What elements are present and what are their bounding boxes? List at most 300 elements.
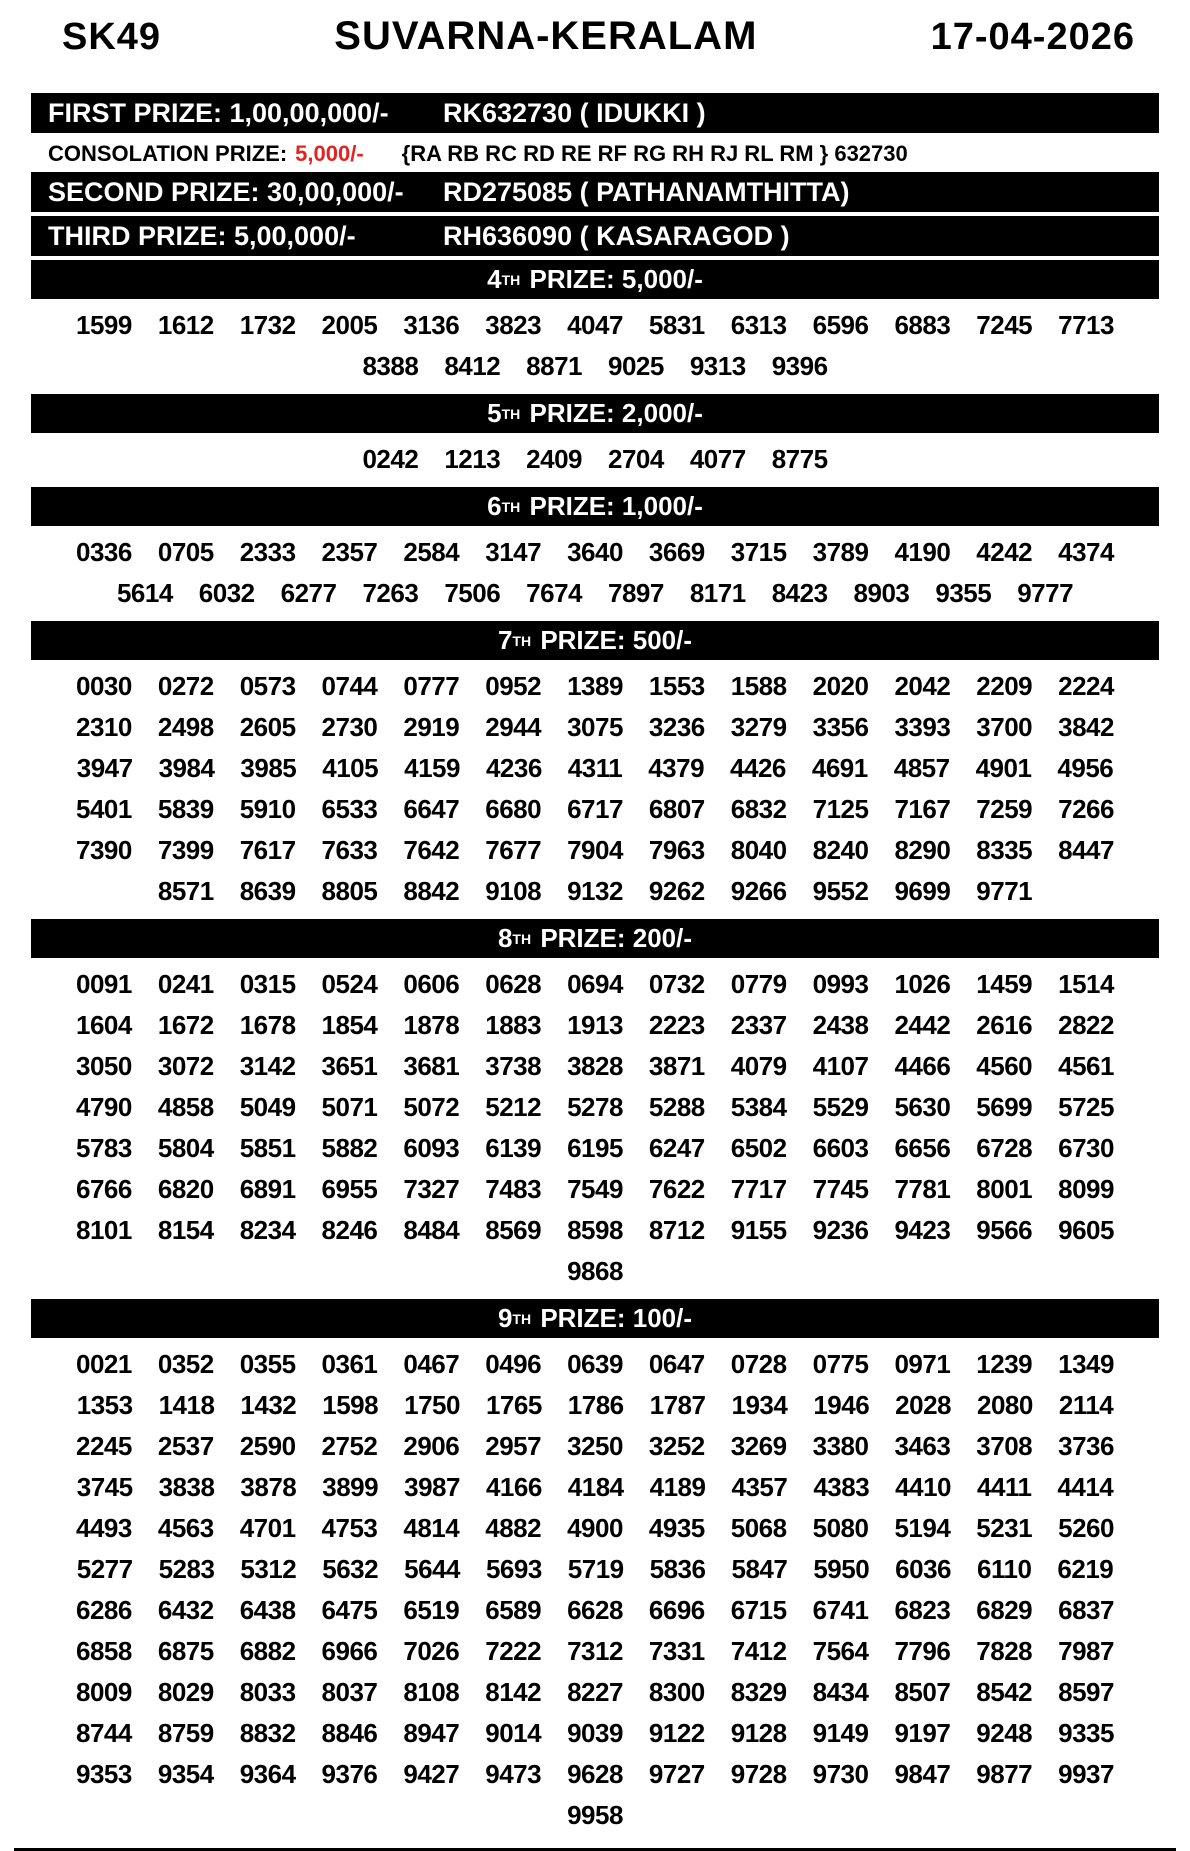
prize-number: 5231	[976, 1513, 1033, 1543]
prize-number: 2224	[1058, 671, 1114, 701]
prize-number: 5071	[321, 1092, 378, 1122]
prize-number: 2605	[239, 712, 296, 742]
prize-number: 2616	[976, 1010, 1033, 1040]
tier-prize-amount: PRIZE: 500/-	[533, 625, 693, 655]
draw-code: SK49	[62, 16, 162, 58]
prize-number: 5614	[116, 578, 173, 608]
prize-number: 1588	[730, 671, 787, 701]
tier-prize-amount: PRIZE: 100/-	[533, 1303, 693, 1333]
prize-number: 8569	[485, 1215, 542, 1245]
prize-number: 1432	[240, 1390, 297, 1420]
tier-prize-amount: PRIZE: 1,000/-	[522, 491, 703, 521]
prize-number: 5401	[76, 794, 132, 824]
prize-number: 1878	[403, 1010, 460, 1040]
prize-number: 1787	[649, 1390, 706, 1420]
prize-number: 8871	[526, 351, 582, 381]
prize-number: 9730	[812, 1759, 869, 1789]
winning-numbers-row	[0, 871, 1190, 912]
prize-number: 8447	[1058, 835, 1114, 865]
prize-number: 4079	[730, 1051, 787, 1081]
prize-number: 2337	[730, 1010, 787, 1040]
prize-number: 0779	[730, 969, 787, 999]
prize-number: 9353	[76, 1759, 132, 1789]
prize-number: 7897	[608, 578, 664, 608]
prize-number: 8434	[812, 1677, 869, 1707]
prize-number: 6656	[894, 1133, 951, 1163]
prize-number: 6741	[812, 1595, 869, 1625]
prize-number: 5630	[894, 1092, 951, 1122]
prize-number: 9605	[1058, 1215, 1114, 1245]
prize-number: 7781	[894, 1174, 951, 1204]
prize-tier-5th	[0, 394, 1190, 484]
prize-number: 6195	[567, 1133, 623, 1163]
prize-number: 5693	[485, 1554, 542, 1584]
winning-numbers-row	[0, 439, 1190, 480]
prize-number: 2245	[76, 1431, 132, 1461]
prize-number: 2957	[485, 1431, 542, 1461]
prize-number: 4047	[567, 310, 623, 340]
prize-number: 1239	[976, 1349, 1033, 1379]
prize-number: 7617	[239, 835, 296, 865]
prize-number: 7717	[730, 1174, 787, 1204]
prize-number: 9014	[485, 1718, 542, 1748]
consolation-label: CONSOLATION PRIZE:	[48, 140, 288, 166]
third-prize-label: THIRD PRIZE: 5,00,000/-	[48, 220, 356, 251]
winning-numbers-row	[0, 666, 1190, 707]
prize-number: 6110	[977, 1554, 1032, 1584]
prize-number: 1883	[485, 1010, 542, 1040]
prize-number: 5882	[321, 1133, 378, 1163]
prize-number: 1934	[731, 1390, 788, 1420]
prize-number: 9236	[812, 1215, 869, 1245]
prize-number: 6728	[976, 1133, 1033, 1163]
prize-number: 8335	[976, 835, 1033, 865]
prize-number: 0091	[76, 969, 132, 999]
prize-number: 7963	[648, 835, 705, 865]
prize-number: 4858	[157, 1092, 214, 1122]
winning-numbers-row	[0, 1672, 1190, 1713]
prize-number: 7677	[485, 835, 542, 865]
winning-numbers-row	[0, 573, 1190, 614]
prize-number: 3985	[240, 753, 297, 783]
prize-number: 0647	[648, 1349, 705, 1379]
prize-number: 3899	[322, 1472, 379, 1502]
prize-number: 9847	[894, 1759, 951, 1789]
prize-number: 4414	[1057, 1472, 1114, 1502]
prize-number: 9937	[1058, 1759, 1114, 1789]
prize-number: 7642	[403, 835, 460, 865]
prize-number: 9149	[812, 1718, 869, 1748]
prize-number: 8033	[239, 1677, 296, 1707]
winning-numbers-row	[0, 1549, 1190, 1590]
prize-number: 1418	[158, 1390, 215, 1420]
winning-numbers-row	[0, 346, 1190, 387]
winning-numbers-row	[0, 1344, 1190, 1385]
prize-number: 0993	[812, 969, 869, 999]
prize-number: 7622	[648, 1174, 705, 1204]
prize-number: 1599	[76, 310, 132, 340]
prize-number: 6286	[76, 1595, 132, 1625]
prize-number: 9771	[976, 876, 1033, 906]
prize-number: 3136	[403, 310, 460, 340]
prize-number: 0971	[894, 1349, 951, 1379]
prize-number: 6519	[403, 1595, 460, 1625]
prize-number: 7987	[1058, 1636, 1114, 1666]
prize-number: 0021	[76, 1349, 132, 1379]
winning-numbers-row	[0, 1467, 1190, 1508]
tier-numbers	[0, 663, 1190, 916]
prize-number: 8947	[403, 1718, 460, 1748]
prize-number: 6139	[485, 1133, 542, 1163]
prize-number: 8423	[771, 578, 828, 608]
prize-number: 4374	[1058, 537, 1114, 567]
prize-number: 7904	[567, 835, 623, 865]
prize-tier-4th	[0, 260, 1190, 391]
prize-number: 9958	[567, 1800, 623, 1830]
prize-number: 3050	[76, 1051, 132, 1081]
prize-number: 5910	[239, 794, 296, 824]
consolation-series: {RA RB RC RD RE RF RG RH RJ RL RM } 632730	[401, 140, 908, 166]
prize-number: 4411	[977, 1472, 1032, 1502]
prize-number: 7167	[894, 794, 951, 824]
prize-number: 8234	[239, 1215, 296, 1245]
winning-numbers-row	[0, 305, 1190, 346]
prize-number: 3947	[76, 753, 133, 783]
prize-number: 4857	[893, 753, 950, 783]
prize-number: 8329	[730, 1677, 787, 1707]
prize-number: 8246	[321, 1215, 378, 1245]
prize-number: 0467	[403, 1349, 460, 1379]
prize-number: 4560	[976, 1051, 1033, 1081]
prize-number: 9248	[976, 1718, 1033, 1748]
prize-number: 9108	[485, 876, 542, 906]
prize-number: 0352	[157, 1349, 214, 1379]
prize-number: 4166	[485, 1472, 542, 1502]
prize-number: 5950	[813, 1554, 870, 1584]
winning-numbers-row	[0, 1385, 1190, 1426]
prize-number: 2020	[812, 671, 869, 701]
prize-number: 8903	[853, 578, 910, 608]
prize-number: 1786	[567, 1390, 624, 1420]
first-prize-label: FIRST PRIZE: 1,00,00,000/-	[48, 97, 389, 128]
prize-number: 9552	[812, 876, 869, 906]
prize-number: 5719	[567, 1554, 624, 1584]
prize-number: 9039	[567, 1718, 623, 1748]
prize-number: 3393	[894, 712, 951, 742]
prize-tier-7th-header: 7 TH PRIZE: 500/-	[31, 621, 1159, 660]
prize-number: 0272	[157, 671, 214, 701]
prize-number: 4242	[976, 537, 1033, 567]
prize-number: 0744	[321, 671, 378, 701]
page-title: SUVARNA-KERALAM	[334, 14, 758, 58]
prize-number: 3984	[158, 753, 215, 783]
prize-number: 5312	[240, 1554, 297, 1584]
prize-number: 6680	[485, 794, 542, 824]
prize-number: 4901	[975, 753, 1032, 783]
winning-numbers-row	[0, 1251, 1190, 1292]
prize-number: 5632	[322, 1554, 379, 1584]
prize-number: 4105	[322, 753, 379, 783]
prize-number: 9423	[894, 1215, 951, 1245]
tier-numbers	[0, 302, 1190, 391]
prize-number: 2919	[403, 712, 460, 742]
prize-number: 0728	[730, 1349, 787, 1379]
prize-number: 6432	[157, 1595, 214, 1625]
prize-number: 4410	[895, 1472, 952, 1502]
prize-number: 5384	[730, 1092, 787, 1122]
prize-number: 2409	[526, 444, 582, 474]
tier-ordinal: 8	[497, 923, 513, 953]
prize-number: 6717	[567, 794, 623, 824]
prize-number: 6438	[239, 1595, 296, 1625]
prize-number: 3681	[403, 1051, 460, 1081]
prize-number: 6628	[567, 1595, 623, 1625]
prize-number: 1213	[444, 444, 501, 474]
prize-number: 8388	[362, 351, 419, 381]
prize-number: 3700	[976, 712, 1033, 742]
consolation-amount: 5,000/-	[295, 140, 364, 166]
prize-number: 0355	[239, 1349, 296, 1379]
prize-number: 2906	[403, 1431, 460, 1461]
tier-ordinal: 9	[497, 1303, 513, 1333]
prize-number: 4563	[157, 1513, 214, 1543]
prize-number: 6820	[157, 1174, 214, 1204]
prize-number: 6891	[239, 1174, 296, 1204]
prize-number: 8300	[648, 1677, 705, 1707]
prize-number: 6647	[403, 794, 460, 824]
prize-tier-4th-header: 4 TH PRIZE: 5,000/-	[31, 260, 1159, 299]
prize-number: 5278	[567, 1092, 623, 1122]
prize-number: 2333	[239, 537, 296, 567]
prize-number: 4107	[812, 1051, 869, 1081]
prize-number: 8598	[567, 1215, 623, 1245]
prize-number: 8484	[403, 1215, 460, 1245]
prize-number: 6807	[648, 794, 705, 824]
prize-number: 2537	[157, 1431, 214, 1461]
prize-number: 3142	[239, 1051, 296, 1081]
tier-numbers	[0, 961, 1190, 1296]
prize-number: 0030	[76, 671, 132, 701]
winning-numbers-row	[0, 1631, 1190, 1672]
prize-number: 3842	[1058, 712, 1114, 742]
prize-number: 8412	[444, 351, 501, 381]
prize-number: 9197	[894, 1718, 951, 1748]
prize-number: 8001	[976, 1174, 1033, 1204]
prize-number: 8744	[76, 1718, 132, 1748]
winning-numbers-row	[0, 748, 1190, 789]
tier-numbers	[0, 529, 1190, 618]
prize-number: 0606	[403, 969, 460, 999]
prize-number: 5699	[976, 1092, 1033, 1122]
prize-number: 7549	[567, 1174, 623, 1204]
prize-number: 2442	[894, 1010, 951, 1040]
prize-tier-8th-header: 8 TH PRIZE: 200/-	[31, 919, 1159, 958]
prize-number: 0524	[321, 969, 378, 999]
prize-number: 2357	[321, 537, 378, 567]
tiers-container	[0, 260, 1190, 1840]
winning-numbers-row	[0, 1169, 1190, 1210]
prize-number: 4956	[1057, 753, 1114, 783]
prize-number: 1612	[157, 310, 214, 340]
tier-prize-amount: PRIZE: 200/-	[533, 923, 693, 953]
prize-number: 4077	[689, 444, 746, 474]
prize-number: 0952	[485, 671, 542, 701]
prize-number: 6882	[239, 1636, 296, 1666]
prize-number: 5644	[404, 1554, 460, 1584]
prize-number: 8029	[157, 1677, 214, 1707]
prize-number: 4691	[811, 753, 868, 783]
prize-number: 9335	[1058, 1718, 1114, 1748]
winning-numbers-row	[0, 1046, 1190, 1087]
prize-number: 4190	[894, 537, 951, 567]
prize-number: 1604	[76, 1010, 132, 1040]
prize-number: 8227	[567, 1677, 623, 1707]
prize-number: 5068	[730, 1513, 787, 1543]
prize-number: 1732	[239, 310, 296, 340]
prize-number: 9566	[976, 1215, 1033, 1245]
prize-number: 8571	[157, 876, 214, 906]
prize-number: 0361	[321, 1349, 378, 1379]
prize-number: 3738	[485, 1051, 542, 1081]
tier-ordinal: 4	[487, 264, 502, 294]
consolation-prize-row	[31, 137, 1159, 170]
prize-number: 2209	[976, 671, 1033, 701]
second-prize-winner: RD275085 ( PATHANAMTHITTA)	[443, 176, 850, 207]
tier-numbers	[0, 1341, 1190, 1840]
prize-number: 6883	[894, 310, 951, 340]
prize-number: 2590	[239, 1431, 296, 1461]
winning-numbers-row	[0, 707, 1190, 748]
prize-number: 4935	[648, 1513, 705, 1543]
prize-number: 3640	[567, 537, 623, 567]
prize-number: 7026	[403, 1636, 460, 1666]
prize-number: 4426	[730, 753, 786, 783]
prize-number: 4184	[567, 1472, 624, 1502]
prize-number: 3075	[567, 712, 623, 742]
prize-number: 9355	[935, 578, 992, 608]
prize-number: 7564	[812, 1636, 869, 1666]
prize-number: 3147	[485, 537, 542, 567]
prize-number: 3871	[648, 1051, 705, 1081]
prize-number: 9266	[730, 876, 787, 906]
prize-number: 6696	[648, 1595, 705, 1625]
prize-number: 5080	[812, 1513, 869, 1543]
prize-number: 3745	[76, 1472, 133, 1502]
page-header	[0, 0, 1190, 59]
prize-number: 1750	[404, 1390, 460, 1420]
prize-number: 8171	[689, 578, 746, 608]
prize-number: 6966	[321, 1636, 378, 1666]
prize-number: 6036	[895, 1554, 952, 1584]
prize-number: 3987	[404, 1472, 460, 1502]
prize-number: 9122	[648, 1718, 705, 1748]
prize-number: 1459	[976, 969, 1033, 999]
prize-number: 3828	[567, 1051, 623, 1081]
winning-numbers-row	[0, 1713, 1190, 1754]
prize-number: 5212	[485, 1092, 542, 1122]
first-prize-winner: RK632730 ( IDUKKI )	[443, 97, 706, 128]
prize-number: 7312	[567, 1636, 623, 1666]
prize-number: 0242	[362, 444, 419, 474]
prize-number: 6219	[1057, 1554, 1114, 1584]
winning-numbers-row	[0, 1005, 1190, 1046]
prize-number: 1854	[321, 1010, 378, 1040]
prize-number: 4561	[1058, 1051, 1114, 1081]
prize-number: 8832	[239, 1718, 296, 1748]
prize-number: 0777	[403, 671, 460, 701]
winning-numbers-row	[0, 964, 1190, 1005]
prize-number: 5288	[648, 1092, 705, 1122]
prize-number: 8542	[976, 1677, 1033, 1707]
prize-number: 5529	[812, 1092, 869, 1122]
prize-number: 4189	[649, 1472, 706, 1502]
prize-tier-9th	[0, 1299, 1190, 1840]
prize-number: 6247	[648, 1133, 705, 1163]
prize-number: 8290	[894, 835, 951, 865]
prize-number: 8759	[157, 1718, 214, 1748]
winning-numbers-row	[0, 1087, 1190, 1128]
prize-number: 7674	[526, 578, 582, 608]
prize-number: 4814	[403, 1513, 460, 1543]
prize-number: 6475	[321, 1595, 378, 1625]
prize-number: 8639	[239, 876, 296, 906]
prize-number: 2730	[321, 712, 378, 742]
prize-number: 5277	[76, 1554, 133, 1584]
prize-number: 1946	[813, 1390, 870, 1420]
prize-number: 8240	[812, 835, 869, 865]
prize-number: 6832	[730, 794, 787, 824]
prize-number: 3250	[567, 1431, 623, 1461]
prize-number: 6603	[812, 1133, 869, 1163]
prize-tier-7th	[0, 621, 1190, 916]
prize-number: 9628	[567, 1759, 623, 1789]
prize-number: 4900	[567, 1513, 623, 1543]
prize-number: 0732	[648, 969, 705, 999]
prize-tier-6th	[0, 487, 1190, 618]
prize-number: 8099	[1058, 1174, 1114, 1204]
prize-tier-5th-header: 5 TH PRIZE: 2,000/-	[31, 394, 1159, 433]
winning-numbers-row	[0, 1590, 1190, 1631]
prize-number: 6502	[730, 1133, 787, 1163]
prize-number: 3236	[648, 712, 705, 742]
prize-number: 8142	[485, 1677, 542, 1707]
prize-number: 7331	[648, 1636, 705, 1666]
prize-number: 9727	[648, 1759, 705, 1789]
prize-number: 6589	[485, 1595, 542, 1625]
prize-number: 2005	[321, 310, 378, 340]
second-prize-label: SECOND PRIZE: 30,00,000/-	[48, 176, 404, 207]
prize-number: 4701	[239, 1513, 296, 1543]
prize-number: 8775	[771, 444, 828, 474]
prize-number: 0241	[157, 969, 214, 999]
prize-number: 9728	[730, 1759, 787, 1789]
prize-number: 9427	[403, 1759, 460, 1789]
prize-tier-6th-header: 6 TH PRIZE: 1,000/-	[31, 487, 1159, 526]
prize-number: 7412	[730, 1636, 787, 1666]
prize-number: 6032	[198, 578, 255, 608]
prize-number: 5831	[648, 310, 705, 340]
prize-number: 2042	[894, 671, 951, 701]
prize-number: 0628	[485, 969, 542, 999]
prize-number: 8108	[403, 1677, 460, 1707]
tier-prize-amount: PRIZE: 5,000/-	[522, 264, 703, 294]
prize-number: 8805	[321, 876, 378, 906]
prize-number: 3823	[485, 310, 542, 340]
prize-number: 9025	[608, 351, 664, 381]
prize-number: 6955	[321, 1174, 378, 1204]
prize-number: 4790	[76, 1092, 132, 1122]
prize-number: 7483	[485, 1174, 542, 1204]
